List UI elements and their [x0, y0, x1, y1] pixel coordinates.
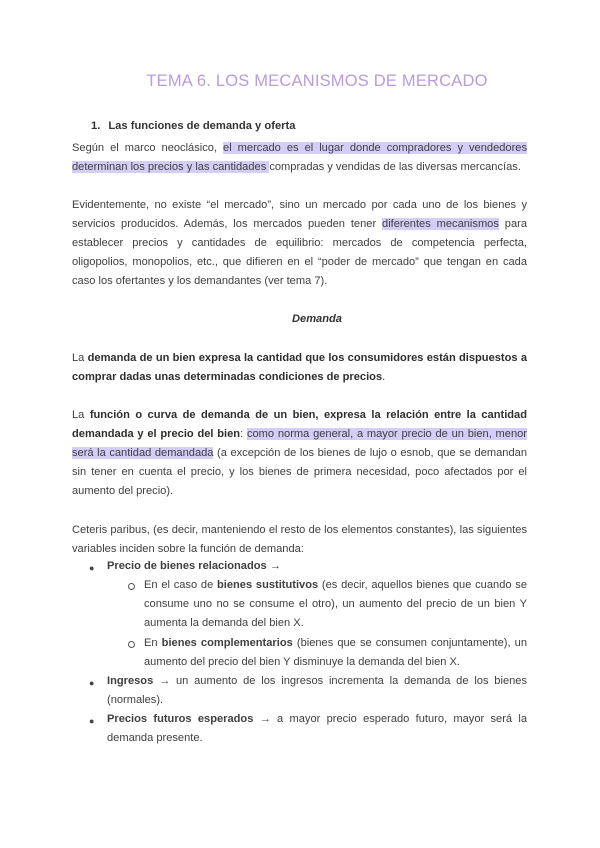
text: En el caso de: [144, 579, 217, 591]
bold-text: bienes sustitutivos: [217, 579, 319, 591]
subheading-demanda: Demanda: [292, 313, 342, 325]
page-title: TEMA 6. LOS MECANISMOS DE MERCADO: [146, 72, 488, 90]
bullet-precios-futuros: [107, 710, 527, 748]
text: → un aumento de los ingresos incrementa la demanda de los bienes (normales).: [107, 675, 527, 706]
bold-text: bienes complementarios: [161, 637, 293, 649]
text: (es decir, aquellos bienes que cuando se consume uno no se consume el otro), un aumento del precio de un bien Y aumenta la demanda del bien X.: [144, 579, 527, 629]
bold-text: función o curva de demanda de un bien, expresa la relación entre la cantidad demandada y el precio del bien: [72, 409, 528, 440]
text: La: [72, 352, 88, 364]
highlight: diferentes mecanismos: [382, 218, 499, 230]
bullet-dot-icon: ●: [89, 716, 95, 726]
section-heading: [91, 120, 295, 132]
bullet-ring-icon: [128, 641, 135, 648]
text: →: [266, 560, 281, 572]
text: para establecer precios y cantidades de equilibrio: mercados de competencia perfecta, oligopolios, monopolios, etc., que difieren en el “poder de mercado” que tengan en cada caso los ofertantes y los demandantes (ver tema 7).: [72, 218, 527, 287]
text: → a mayor precio esperado futuro, mayor será la demanda presente.: [107, 713, 527, 744]
bullet-ingresos: [107, 672, 527, 710]
text: compradas y vendidas de las diversas mercancías.: [269, 161, 521, 173]
text: En: [144, 637, 162, 649]
text: (a excepción de los bienes de lujo o esnob, que se demandan sin tener en cuenta el precio, y los bienes de primera necesidad, poco afectados por el aumento del precio).: [72, 447, 527, 497]
bold-text: demanda de un bien expresa la cantidad que los consumidores están dispuestos a comprar dadas unas determinadas condiciones de precios: [72, 352, 528, 383]
paragraph-mecanismos: [72, 196, 527, 291]
section-number: 1.: [91, 120, 101, 132]
text: (bienes que se consumen conjuntamente), un aumento del precio del bien Y disminuye la demanda del bien X.: [144, 637, 528, 668]
text: .: [382, 371, 386, 383]
paragraph-mercado: [72, 139, 527, 177]
bold-text: Precios futuros esperados: [107, 713, 254, 725]
highlight: el mercado es el lugar donde compradores y vendedores determinan los precios y las cantidades: [72, 142, 527, 173]
bold-text: Ingresos: [107, 675, 154, 687]
bullet-dot-icon: ●: [89, 563, 95, 573]
paragraph-ceteris-paribus: Ceteris paribus, (es decir, manteniendo el resto de los elementos constantes), las siguientes variables inciden sobre la función de demanda:: [72, 524, 527, 555]
text: La: [72, 409, 90, 421]
text: Según el marco neoclásico,: [72, 142, 224, 154]
bullet-precio-relacionados: [107, 557, 527, 576]
highlight: como norma general, a mayor precio de un bien, menor será la cantidad demandada: [72, 428, 527, 459]
paragraph-demanda-def: [72, 349, 527, 387]
bold-text: Precio de bienes relacionados: [107, 560, 267, 572]
subbullet-sustitutivos: [144, 576, 527, 633]
text: :: [240, 428, 247, 440]
bullet-dot-icon: ●: [89, 678, 95, 688]
section-label: Las funciones de demanda y oferta: [108, 120, 296, 132]
bullet-ring-icon: [128, 583, 135, 590]
paragraph-funcion-demanda: [72, 406, 527, 501]
subbullet-complementarios: [144, 634, 527, 672]
text: Evidentemente, no existe “el mercado”, sino un mercado por cada uno de los bienes y servicios producidos. Además, los mercados pueden tener: [72, 199, 527, 230]
